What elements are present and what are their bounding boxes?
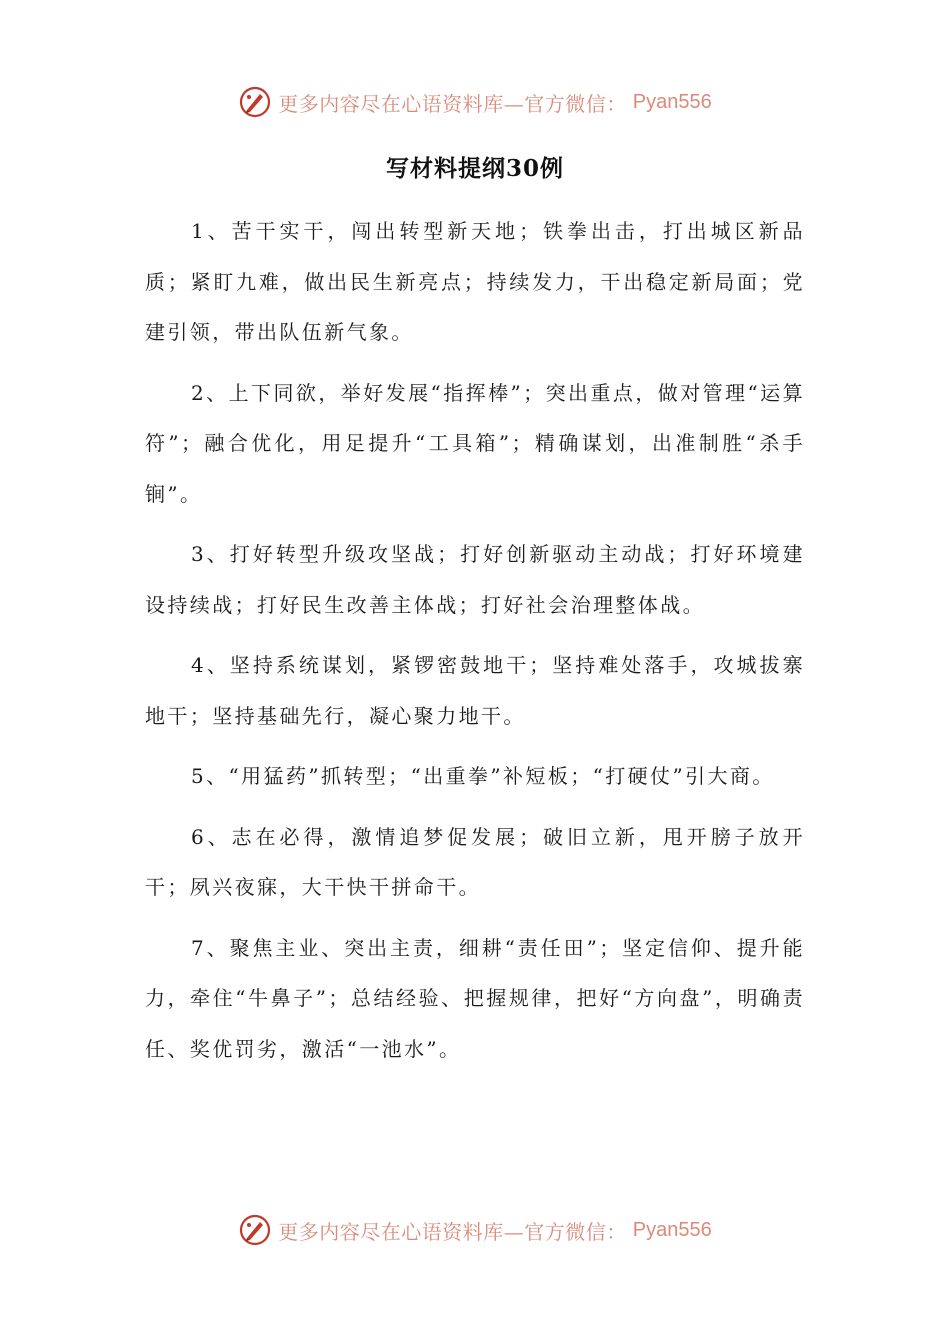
footer-banner <box>0 1208 950 1252</box>
paragraph-4: 4、坚持系统谋划，紧锣密鼓地干；坚持难处落手，攻城拔寨地干；坚持基础先行，凝心聚力地干。 <box>145 653 805 728</box>
paragraph-6: 6、志在必得，激情追梦促发展；破旧立新，甩开膀子放开干；夙兴夜寐，大干快干拼命干。 <box>145 824 805 899</box>
page-title: 写材料提纲30例 <box>385 155 564 182</box>
banner-text: 更多内容尽在心语资料库—官方微信： <box>278 91 627 116</box>
document-body <box>145 206 805 1084</box>
banner-wechat-id: Pyan556 <box>632 90 712 113</box>
paragraph-1: 1、苦干实干，闯出转型新天地；铁拳出击，打出城区新品质；紧盯九难，做出民生新亮点；持续发力，干出稳定新局面；党建引领，带出队伍新气象。 <box>145 219 805 344</box>
paragraph-3: 3、打好转型升级攻坚战；打好创新驱动主动战；打好环境建设持续战；打好民生改善主体战；打好社会治理整体战。 <box>145 542 805 617</box>
paragraph-2: 2、上下同欲，举好发展“指挥棒”；突出重点，做对管理“运算符”；融合优化，用足提升“工具箱”；精确谋划，出准制胜“杀手锏”。 <box>145 380 805 506</box>
banner-wechat-id: Pyan556 <box>632 1218 712 1241</box>
paragraph-5: 5、“用猛药”抓转型；“出重拳”补短板；“打硬仗”引大商。 <box>191 764 775 788</box>
pen-logo-icon <box>238 1213 272 1247</box>
header-banner <box>0 80 950 124</box>
paragraph-7: 7、聚焦主业、突出主责，细耕“责任田”；坚定信仰、提升能力，牵住“牛鼻子”；总结经验、把握规律，把好“方向盘”，明确责任、奖优罚劣，激活“一池水”。 <box>145 935 805 1061</box>
banner-text: 更多内容尽在心语资料库—官方微信： <box>278 1219 627 1244</box>
pen-logo-icon <box>238 85 272 119</box>
